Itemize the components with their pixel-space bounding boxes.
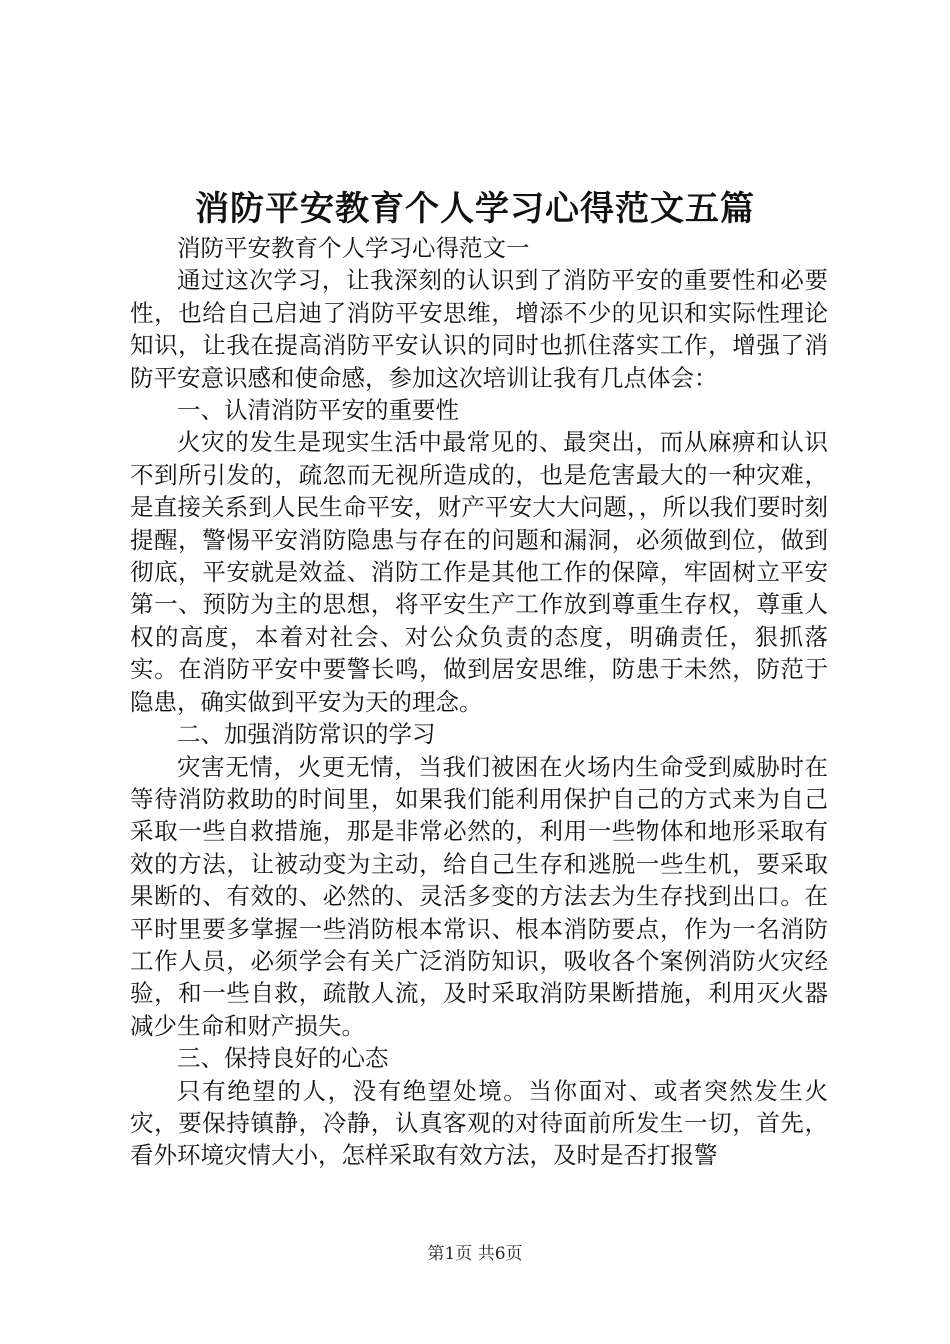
body-paragraph: 只有绝望的人，没有绝望处境。当你面对、或者突然发生火灾，要保持镇静，冷静，认真客观的对待面前所发生一切，首先，看外环境灾情大小，怎样采取有效方法，及时是否打报警 xyxy=(130,1076,828,1170)
page-title: 消防平安教育个人学习心得范文五篇 xyxy=(195,189,755,229)
body-paragraph: 火灾的发生是现实生活中最常见的、最突出，而从麻痹和认识不到所引发的，疏忽而无视所造成的，也是危害最大的一种灾难，是直接关系到人民生命平安，财产平安大大问题，，所以我们要时刻提醒，警惕平安消防隐患与存在的问题和漏洞，必须做到位，做到彻底，平安就是效益、消防工作是其他工作的保障，牢固树立平安第一、预防为主的思想，将平安生产工作放到尊重生存权，尊重人权的高度，本着对社会、对公众负责的态度，明确责任，狠抓落实。在消防平安中要警长鸣，做到居安思维，防患于未然，防范于隐患，确实做到平安为天的理念。 xyxy=(130,428,828,716)
body-paragraph: 通过这次学习，让我深刻的认识到了消防平安的重要性和必要性，也给自己启迪了消防平安思维，增添不少的见识和实际性理论知识，让我在提高消防平安认识的同时也抓住落实工作，增强了消防平安意识感和使命感，参加这次培训让我有几点体会： xyxy=(130,266,828,392)
section-heading: 二、加强消防常识的学习 xyxy=(177,720,436,749)
body-paragraph: 灾害无情，火更无情，当我们被困在火场内生命受到威胁时在等待消防救助的时间里，如果我们能利用保护自己的方式来为自己采取一些自救措施，那是非常必然的，利用一些物体和地形采取有效的方法，让被动变为主动，给自己生存和逃脱一些生机，要采取果断的、有效的、必然的、灵活多变的方法去为生存找到出口。在平时里要多掌握一些消防根本常识、根本消防要点，作为一名消防工作人员，必须学会有关广泛消防知识，吸收各个案例消防火灾经验，和一些自救，疏散人流，及时采取消防果断措施，利用灭火器减少生命和财产损失。 xyxy=(130,752,828,1040)
section-heading: 一、认清消防平安的重要性 xyxy=(177,396,459,425)
document-body xyxy=(130,232,828,1172)
section-heading: 三、保持良好的心态 xyxy=(177,1044,389,1073)
section-subtitle: 消防平安教育个人学习心得范文一 xyxy=(177,234,530,262)
page-number: 第1页 共6页 xyxy=(427,1244,523,1264)
